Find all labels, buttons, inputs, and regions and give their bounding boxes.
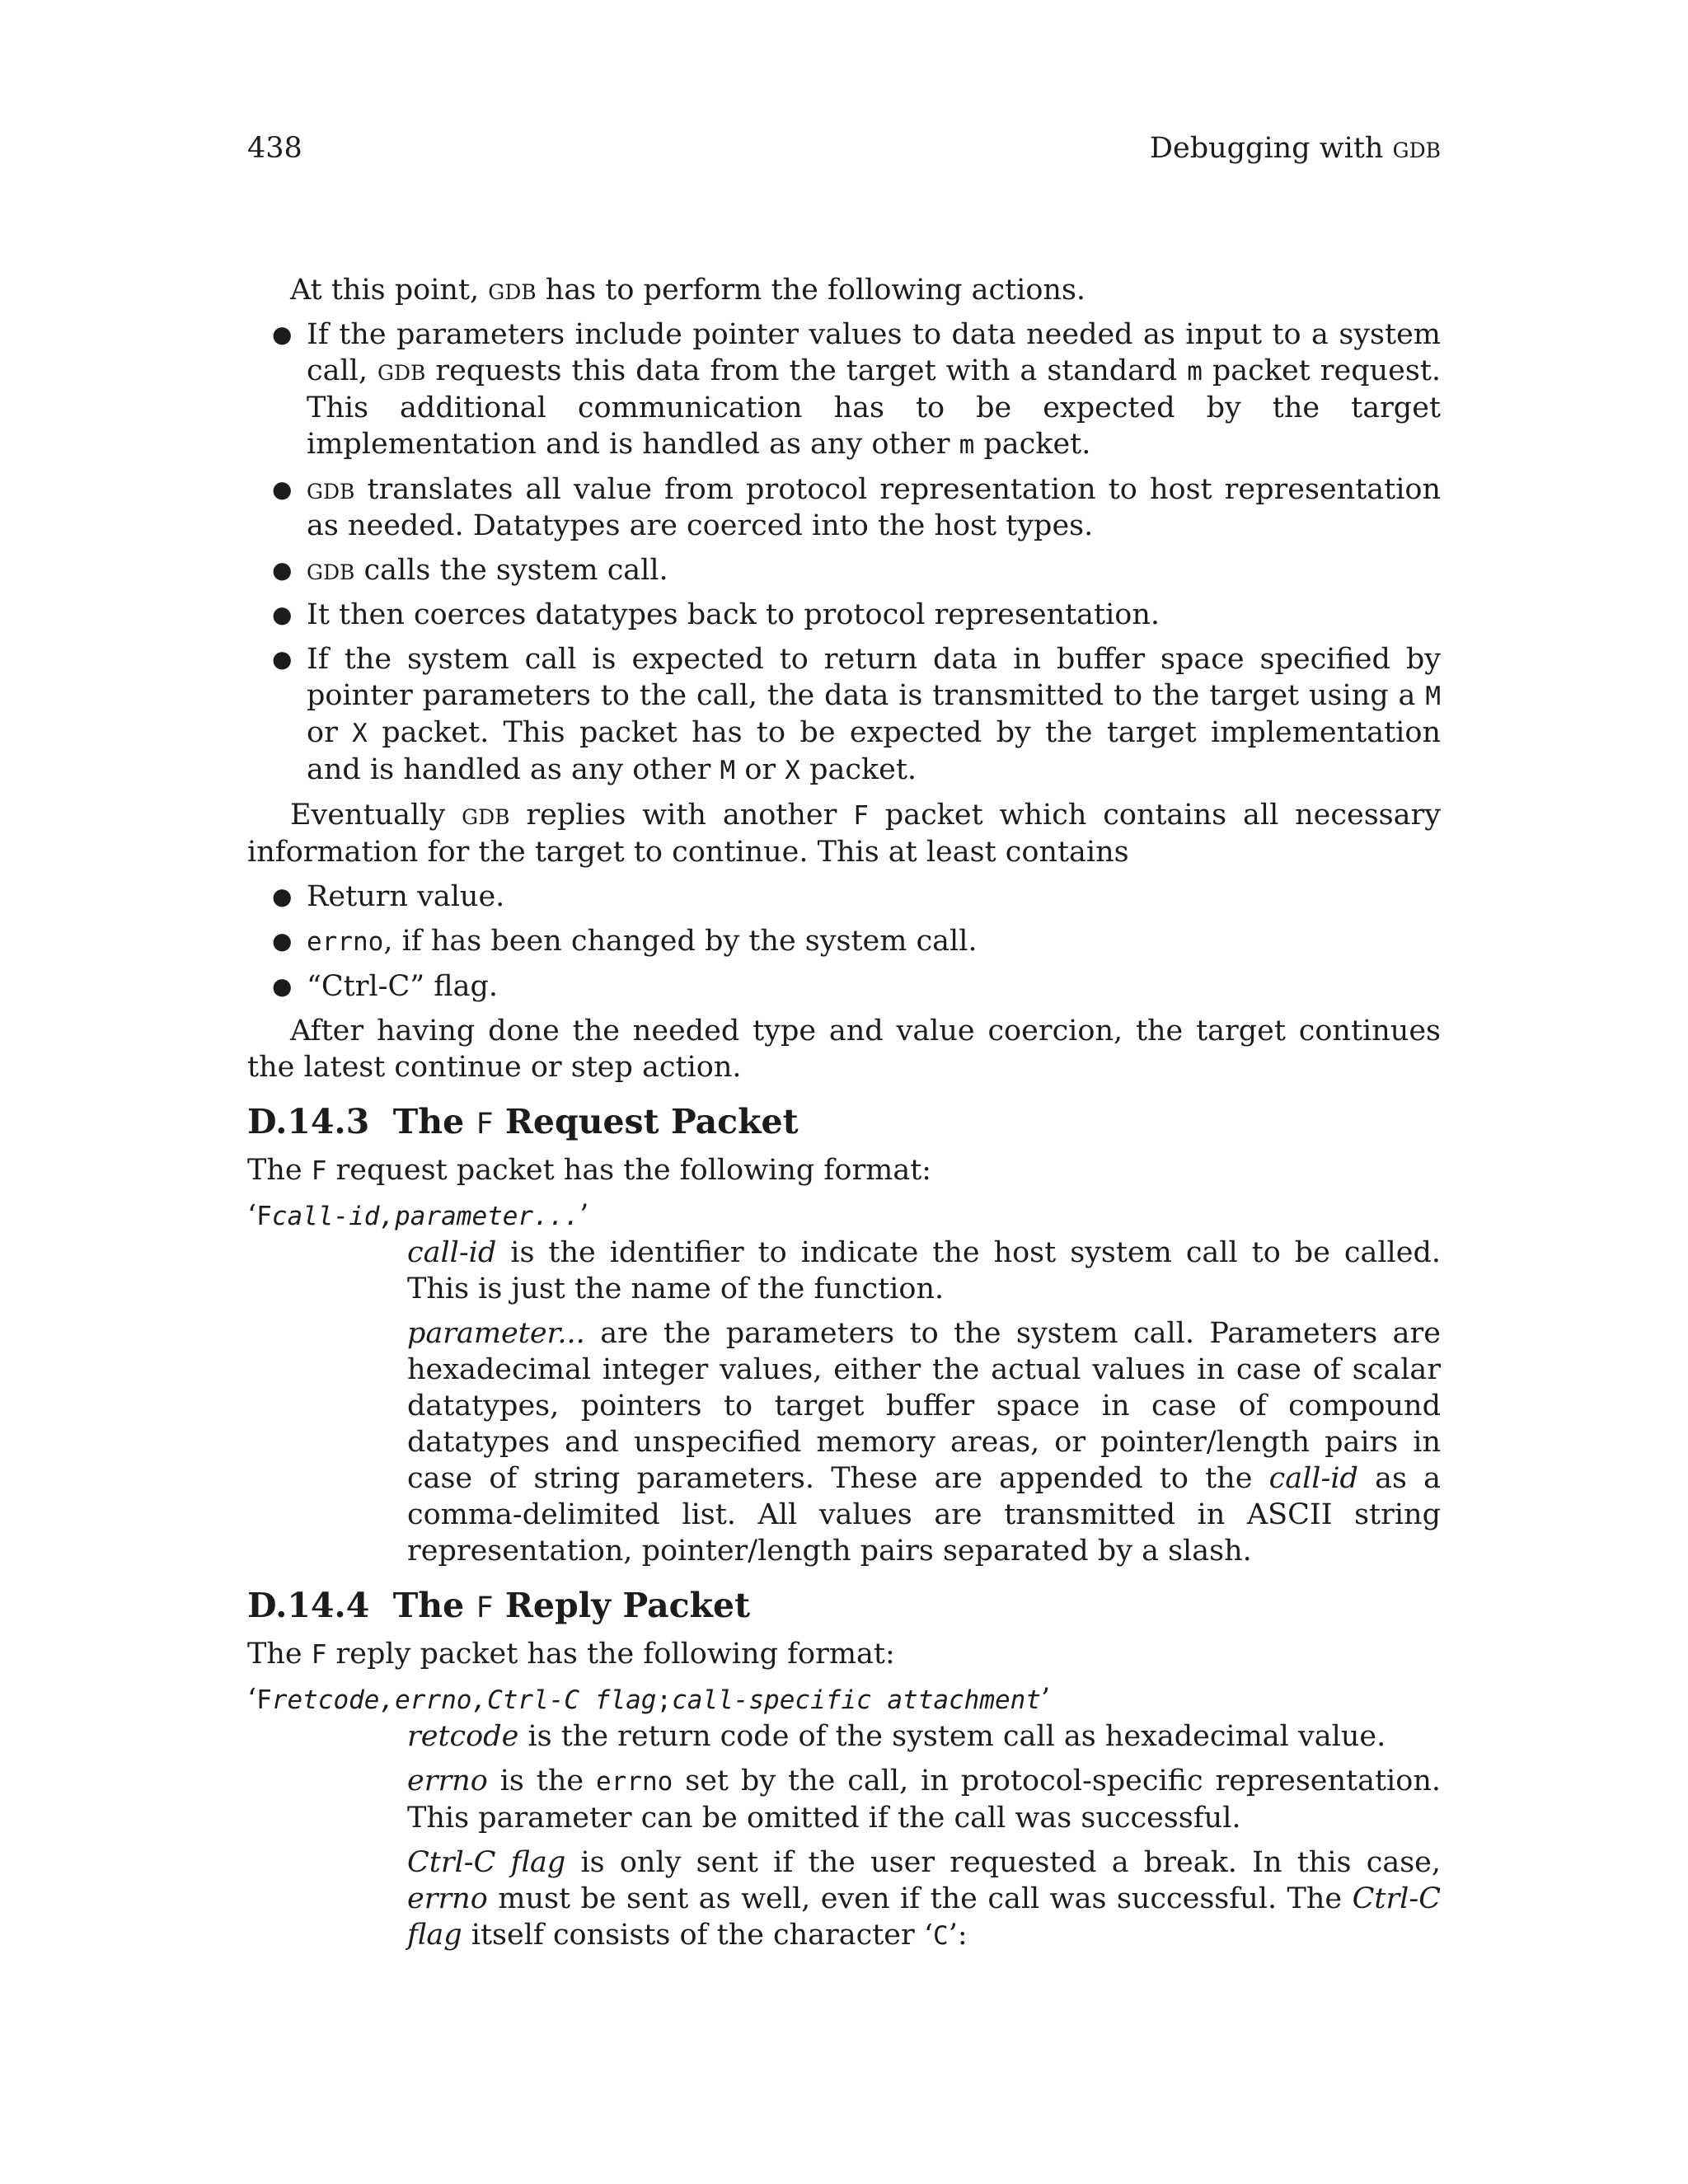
retcode-description: retcode is the return code of the system call as hexadecimal value. [407, 1720, 1386, 1753]
actions-list [247, 316, 1441, 789]
running-header-gdb: gdb [1392, 132, 1441, 165]
eventually-paragraph: Eventually gdb replies with another F packet which contains all necessary information for the target to continue. This at least contains [247, 799, 1442, 869]
request-intro: The F request packet has the following format: [247, 1154, 932, 1187]
request-format-description [407, 1235, 1441, 1569]
reply-format-term: ‘Fretcode,errno,Ctrl-C flag;call-specific attachment’ [247, 1683, 1051, 1716]
list-item: ● Return value. [272, 880, 505, 913]
bullet-icon: ● [272, 883, 293, 910]
list-item: ● gdb calls the system call. [272, 554, 668, 587]
bullet-icon: ● [272, 556, 293, 583]
request-format [247, 1197, 1441, 1569]
intro-paragraph: At this point, gdb has to perform the following actions. [290, 274, 1086, 307]
after-paragraph: After having done the needed type and value coercion, the target continues the latest continue or step action. [247, 1015, 1441, 1084]
list-item: ● If the system call is expected to return data in buffer space specified by pointer parameters to the call, the data is transmitted to the target using a M or X packet. This packet has to be expected by the target implementation and is handled as any other M or X packet. [272, 643, 1441, 786]
bullet-icon: ● [272, 321, 293, 348]
bullet-icon: ● [272, 645, 293, 673]
list-item: ● gdb translates all value from protocol representation to host representation as needed. Datatypes are coerced into the host types. [272, 473, 1441, 542]
errno-description: errno is the errno set by the call, in protocol-specific representation. This parameter can be omitted if the call was successful. [407, 1765, 1441, 1835]
call-id-description: call-id is the identifier to indicate the host system call to be called. This is just the name of the function. [407, 1236, 1441, 1305]
section-heading-request: D.14.3 The F Request Packet [247, 1102, 799, 1141]
section-heading-reply: D.14.4 The F Reply Packet [247, 1586, 751, 1625]
running-header [1150, 130, 1441, 166]
page-content [247, 272, 1441, 1962]
reply-format [247, 1681, 1441, 1954]
list-item: ● errno, if has been changed by the system call. [272, 925, 978, 958]
bullet-icon: ● [272, 476, 293, 503]
reply-intro: The F reply packet has the following format: [247, 1638, 895, 1671]
bullet-icon: ● [272, 601, 293, 628]
page-number: 438 [247, 132, 302, 165]
list-item: ● “Ctrl-C” flag. [272, 970, 499, 1003]
list-item: ● It then coerces datatypes back to protocol representation. [272, 598, 1160, 631]
request-format-term: ‘Fcall-id,parameter...’ [247, 1199, 589, 1232]
bullet-icon: ● [272, 972, 293, 1000]
parameter-description: parameter... are the parameters to the system call. Parameters are hexadecimal integer values, either the actual values in case of scalar datatypes, pointers to target buffer space in case of compound datatypes and unspecified memory areas, or pointer/length pairs in case of string parameters. These are appended to the call-id as a comma-delimited list. All values are transmitted in ASCII string representation, pointer/length pairs separated by a slash. [407, 1317, 1441, 1568]
ctrl-c-flag-description: Ctrl-C flag is only sent if the user requested a break. In this case, errno must be sent as well, even if the call was successful. The Ctrl-C flag itself consists of the character ‘C’: [407, 1846, 1442, 1952]
reply-format-description [407, 1718, 1441, 1954]
bullet-icon: ● [272, 927, 293, 954]
list-item: ● If the parameters include pointer values to data needed as input to a system call, gdb requests this data from the target with a standard m packet request. This additional communication has to be expected by the target implementation and is handled as any other m packet. [272, 318, 1442, 461]
contains-list [247, 879, 1441, 1005]
running-header-text: Debugging with [1149, 132, 1393, 165]
